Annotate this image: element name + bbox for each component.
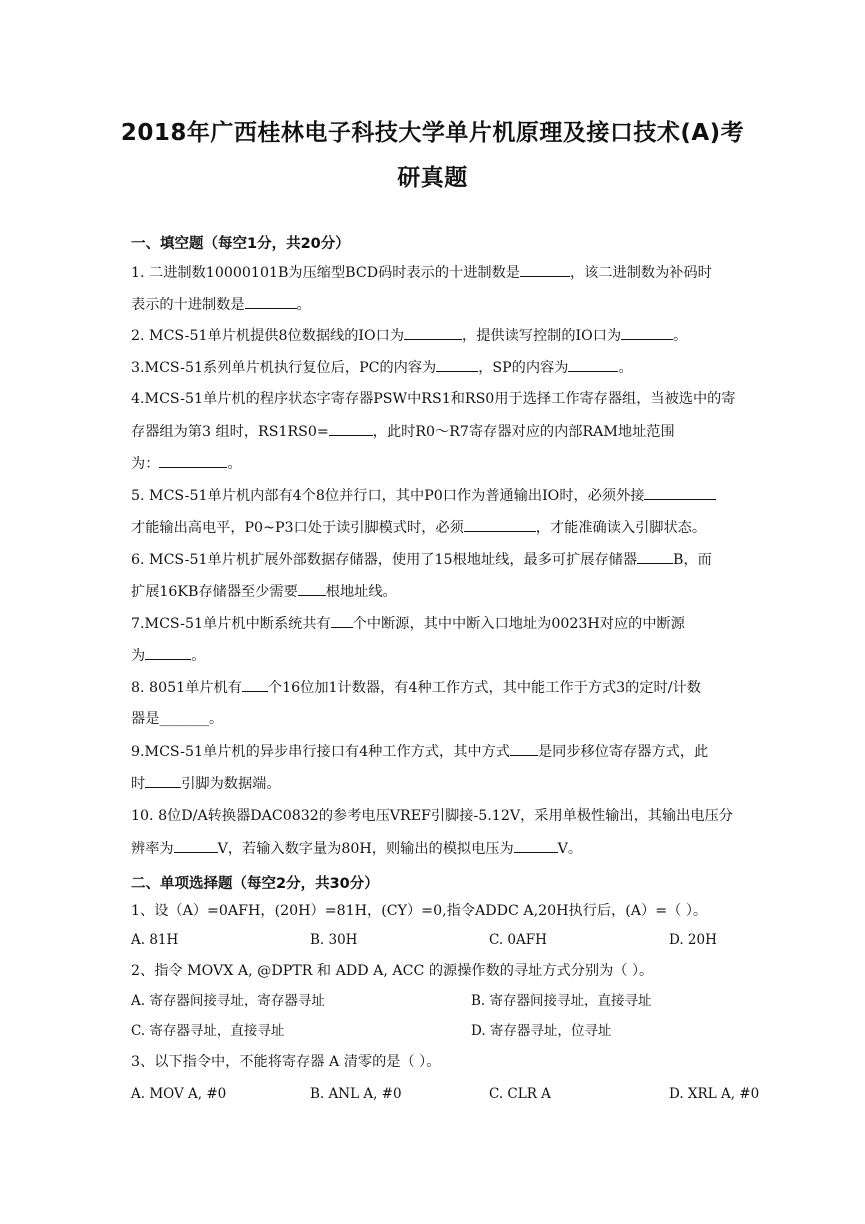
answer-blank[interactable]: [145, 645, 191, 660]
q1-line1: 1. 二进制数10000101B为压缩型BCD码时表示的十进制数是 ，该二进制数为补码时: [131, 262, 712, 283]
answer-blank[interactable]: [464, 517, 536, 532]
q10-line2: 辨率为 V，若输入数字量为80H，则输出的模拟电压为 V。: [131, 838, 582, 859]
answer-blank[interactable]: [510, 741, 538, 756]
mc-q1-option-a[interactable]: A. 81H: [131, 932, 179, 948]
mc-q1-option-b[interactable]: B. 30H: [310, 932, 358, 948]
document-title-line1: 2018年广西桂林电子科技大学单片机原理及接口技术(A)考: [120, 120, 745, 146]
mc-q3-stem: 3、以下指令中，不能将寄存器 A 清零的是（ ）。: [131, 1054, 441, 1070]
answer-blank[interactable]: [242, 677, 268, 692]
q2-line: 2. MCS-51单片机提供8位数据线的IO口为 ，提供读写控制的IO口为 。: [131, 325, 687, 346]
answer-blank[interactable]: [520, 262, 570, 277]
mc-q2-option-a[interactable]: A. 寄存器间接寻址，寄存器寻址: [131, 993, 325, 1009]
answer-blank[interactable]: [159, 453, 227, 468]
q9-line2: 时 引脚为数据端。: [131, 773, 281, 794]
q8-line2: 器是_______。: [131, 711, 224, 727]
q4-line3: 为： 。: [131, 453, 242, 474]
answer-blank[interactable]: [637, 549, 673, 564]
section2-heading: 二、单项选择题（每空2分，共30分）: [131, 876, 379, 892]
mc-q3-option-c[interactable]: C. CLR A: [489, 1086, 551, 1102]
mc-q3-option-b[interactable]: B. ANL A, #0: [310, 1086, 402, 1102]
q8-line1: 8. 8051单片机有 个16位加1计数器，有4种工作方式，其中能工作于方式3的定时/计数: [131, 677, 701, 698]
q10-line1: 10. 8位D/A转换器DAC0832的参考电压VREF引脚接-5.12V，采用单极性输出，其输出电压分: [131, 808, 733, 824]
q6-line2: 扩展16KB存储器至少需要 根地址线。: [131, 581, 397, 602]
answer-blank[interactable]: [404, 325, 462, 340]
answer-blank[interactable]: [644, 485, 716, 500]
mc-q2-option-d[interactable]: D. 寄存器寻址，位寻址: [471, 1023, 612, 1039]
answer-blank[interactable]: [568, 357, 618, 372]
answer-blank[interactable]: [174, 838, 218, 853]
q4-line1: 4.MCS-51单片机的程序状态字寄存器PSW中RS1和RS0用于选择工作寄存器组，当被选中的寄: [131, 391, 736, 407]
mc-q1-option-c[interactable]: C. 0AFH: [489, 932, 547, 948]
q7-line2: 为 。: [131, 645, 205, 666]
answer-blank[interactable]: [436, 357, 478, 372]
q5-line1: 5. MCS-51单片机内部有4个8位并行口，其中P0口作为普通输出IO时，必须外接: [131, 485, 716, 506]
mc-q2-option-b[interactable]: B. 寄存器间接寻址，直接寻址: [471, 993, 652, 1009]
section1-heading: 一、填空题（每空1分，共20分）: [131, 236, 350, 252]
q9-line1: 9.MCS-51单片机的异步串行接口有4种工作方式，其中方式 是同步移位寄存器方式，此: [131, 741, 708, 762]
answer-blank[interactable]: [331, 613, 353, 628]
q7-line1: 7.MCS-51单片机中断系统共有 个中断源，其中中断入口地址为0023H对应的中断源: [131, 613, 685, 634]
mc-q2-stem: 2、指令 MOVX A, @DPTR 和 ADD A, ACC 的源操作数的寻址方式分别为（ ）。: [131, 963, 654, 979]
q5-line2: 才能输出高电平，P0~P3口处于读引脚模式时，必须 ，才能准确读入引脚状态。: [131, 517, 706, 538]
q1-line2: 表示的十进制数是 。: [131, 294, 311, 315]
mc-q1-stem: 1、设（A）=0AFH，(20H）=81H，(CY）=0,指令ADDC A,20H执行后，(A）=（ ）。: [131, 903, 708, 919]
mc-q1-option-d[interactable]: D. 20H: [669, 932, 717, 948]
document-title-line2: 研真题: [397, 165, 468, 191]
q3-line: 3.MCS-51系列单片机执行复位后，PC的内容为 ，SP的内容为 。: [131, 357, 633, 378]
answer-blank[interactable]: [145, 773, 181, 788]
answer-blank[interactable]: [329, 421, 373, 436]
q6-line1: 6. MCS-51单片机扩展外部数据存储器，使用了15根地址线，最多可扩展存储器 B，而: [131, 549, 712, 570]
mc-q3-option-a[interactable]: A. MOV A, #0: [131, 1086, 227, 1102]
answer-blank[interactable]: [621, 325, 673, 340]
mc-q2-option-c[interactable]: C. 寄存器寻址，直接寻址: [131, 1023, 285, 1039]
answer-blank[interactable]: [298, 581, 326, 596]
q4-line2: 存器组为第3 组时，RS1RS0= ，此时R0～R7寄存器对应的内部RAM地址范围: [131, 421, 675, 442]
answer-blank[interactable]: [514, 838, 558, 853]
mc-q3-option-d[interactable]: D. XRL A, #0: [669, 1086, 760, 1102]
answer-blank[interactable]: [245, 294, 297, 309]
